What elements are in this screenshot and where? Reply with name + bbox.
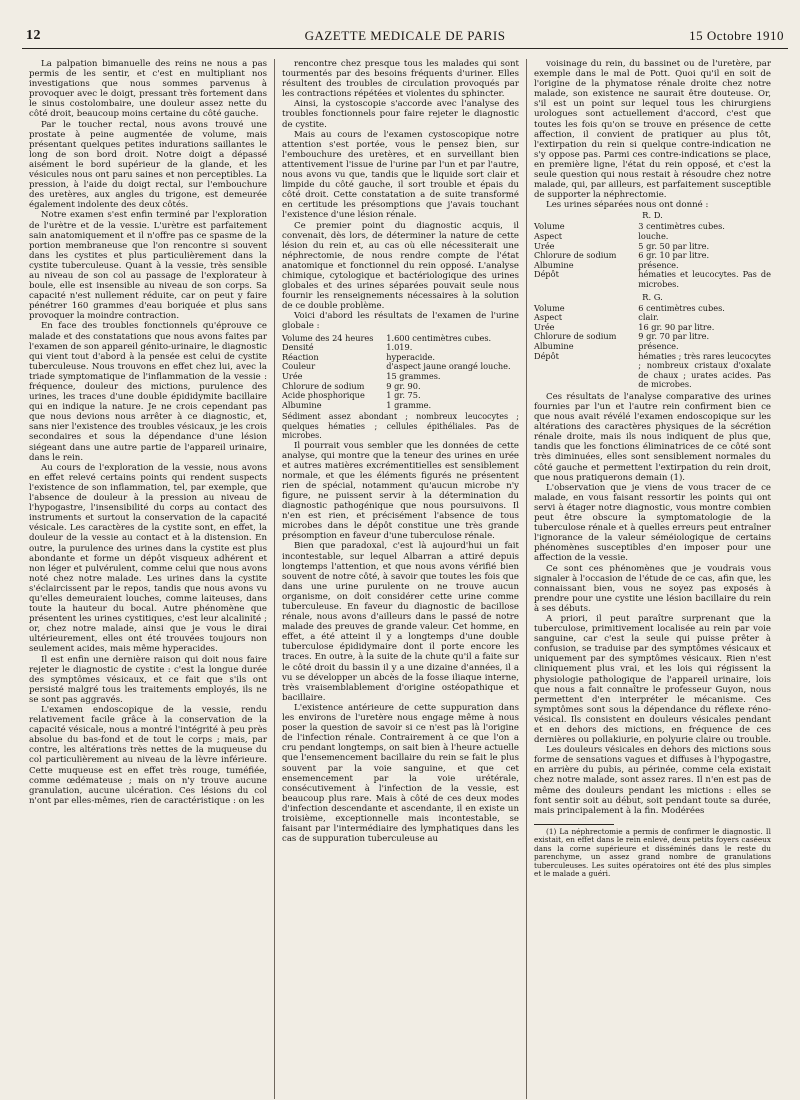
paragraph: L'examen endoscopique de la vessie, rendu relativement facile grâce à la conservation de la capacité vésicale, nous a montré l'intégrité à peu près absolue du bas-fond et de tout le corps ; mais, par contre, les altérations très nettes de la muqueuse du col particulièrement au niveau de la lèvre inférieure. Cette muqueuse est en effet très rouge, tuméfiée, comme œdémateuse ; mais on n'y trouve aucune granulation, aucune ulcération. Ces lésions du col n'ont par elles-mêmes, rien de caractéristique : on les: [29, 705, 267, 806]
paragraph: Au cours de l'exploration de la vessie, nous avons en effet relevé certains points qui rendent suspects l'existence de son inflammation, tel, par exemple, que l'absence de douleur à la pression au niveau de l'hypogastre, l'insensibilité du corps au contact des instruments et surtout la conservation de la capacité vésicale. Les caractères de la cystite sont, en effet, la douleur de la vessie au contact et à la distension. En outre, la purulence des urines dans la cystite est plus abondante et forme un dépôt visqueux adhérent et non léger et pulvérulent, comme celui que nous avons noté chez notre malade. Les urines dans la cystite s'éclaircissent par le repos, tandis que nous avons vu qu'elles demeuraient louches, comme laiteuses, dans toute la hauteur du bocal. Autre phénomène que présentent les urines cystitiques, c'est leur alcalinité ; or, chez notre malade, ainsi que je vous le dirai ultérieurement, elles ont été trouvées toujours non seulement acides, mais même hyperacides.: [29, 462, 267, 655]
table-row: [534, 352, 771, 390]
footnote: (1) La néphrectomie a permis de confirmer le diagnostic. Il existait, en effet dans le rein enlevé, deux petits foyers caséeux dans la corne supérieure et disséminés dans le reste du parenchyme, un assez grand nombre de granulations tuberculeuses. Les suites opératoires ont été des plus simples et le malade a guéri.: [534, 826, 771, 879]
paragraph: Il est enfin une dernière raison qui doit nous faire rejeter le diagnostic de cystite : c'est la longue durée des symptômes vésicaux, et ce fait que s'ils ont persisté malgré tous les traitements employés, ils ne se sont pas aggravés.: [29, 654, 267, 705]
paragraph: Ce premier point du diagnostic acquis, il convenait, dès lors, de déterminer la nature de cette lésion du rein et, au cas où elle nécessiterait une néphrectomie, de nous rendre compte de l'état anatomique et fonctionnel du rein opposé. L'analyse chimique, cytologique et bactériologique des urines globales et des urines séparées pouvait seule nous fournir les renseignements nécessaires à la solution de ce double problème.: [282, 220, 519, 312]
page-number: 12: [26, 28, 41, 43]
column-middle: [274, 59, 526, 1099]
urine-rein-droit-table: [534, 222, 771, 289]
row-label: Chlorure de sodium: [534, 250, 617, 261]
row-value: louche.: [638, 231, 669, 241]
paragraph: Voici d'abord les résultats de l'examen de l'urine globale :: [282, 311, 519, 332]
page-header: [22, 26, 788, 49]
row-label: Volume: [534, 302, 565, 313]
row-value: 5 gr. 50 par litre.: [638, 240, 710, 251]
paragraph: Mais au cours de l'examen cystoscopique notre attention s'est portée, vous le pensez bien, sur l'embouchure des uretères, et en surveillant bien attentivement l'issue de l'urine par l'un et par l'autre, nous avons vu que, tandis que le liquide sort clair et limpide du côté gauche, il sort trouble et épais du côté droit. Cette constatation a de suite transformé en certitude les présomptions que j'avais touchant l'existence d'une lésion rénale.: [282, 129, 519, 221]
row-value: 3 centimètres cubes.: [638, 221, 725, 232]
row-label: Volume: [534, 221, 565, 232]
row-value: 16 gr. 90 par litre.: [638, 321, 715, 332]
row-value: 9 gr. 90.: [386, 380, 421, 391]
paragraph: A priori, il peut paraître surprenant que la tuberculose, primitivement localisée au rein par voie sanguine, car c'est la seule qui puisse prêter à confusion, se traduise par des symptômes vésicaux et uniquement par des symptômes vésicaux. Rien n'est cliniquement plus vrai, et les lois qui régissent la physiologie pathologique de l'appareil urinaire, lois que nous a fait connaître le professeur Guyon, nous permettent d'en interpréter le mécanisme. Ces symptômes sont sous la dépendance du réflexe réno-vésical. Ils consistent en douleurs vésicales pendant et en dehors des mictions, en fréquence de ces dernières ou pollakiurie, en polyurie claire ou trouble.: [534, 613, 772, 746]
row-label: Albumine: [534, 259, 574, 270]
row-value: présence.: [638, 259, 679, 270]
paragraph: Ces résultats de l'analyse comparative des urines fournies par l'un et l'autre rein confirment bien ce que nous avait révélé l'examen endoscopique sur les altérations des caractères physiques de la sécrétion rénale droite, mais ils nous indiquent de plus que, tandis que les fonctions éliminatrices de ce côté sont très diminuées, elles sont sensiblement normales du côté gauche et permettent l'extirpation du rein droit, que nous pratiquerons demain (1).: [534, 391, 771, 483]
row-label: Densité: [282, 342, 314, 353]
paragraph: Ainsi, la cystoscopie s'accorde avec l'analyse des troubles fonctionnels pour faire rejeter le diagnostic de cystite.: [282, 99, 519, 130]
sediment-note: Sédiment assez abondant ; nombreux leucocytes ; quelques hématies ; cellules épithéliales. Pas de microbes.: [282, 412, 519, 441]
paragraph: Les urines séparées nous ont donné :: [546, 200, 709, 211]
paragraph: En face des troubles fonctionnels qu'éprouve ce malade et des constatations que nous avons faites par l'examen de son appareil génito-urinaire, le diagnostic qui vient tout d'abord à la pensée est celui de cystite tuberculeuse. Nous trouvons en effet chez lui, avec la triade symptomatique de l'inflammation de la vessie : fréquence, douleur des mictions, purulence des urines, les traces d'une double épididymite bacillaire qui en indique la nature. Je ne crois cependant pas que nous devions nous arrêter à ce diagnostic, et, sans nier l'existence des troubles vésicaux, je les crois secondaires et sous la dépendance d'une lésion siégeant dans une autre partie de l'appareil urinaire, dans le rein.: [29, 321, 267, 463]
row-label: Volume des 24 heures: [282, 332, 374, 343]
column-middle-text-a: [282, 59, 519, 332]
row-label: Urée: [534, 321, 555, 332]
text-columns: [22, 59, 788, 1099]
row-value: 1 gramme.: [386, 399, 432, 410]
footnote-rule: [534, 824, 614, 825]
table-row: [282, 401, 519, 411]
row-value: 9 gr. 70 par litre.: [638, 331, 710, 342]
paragraph: rencontre chez presque tous les malades qui sont tourmentés par des besoins fréquents d'uriner. Elles résultent des troubles de circulation provoqués par les contractions répétées et violentes du sphincter.: [282, 59, 519, 100]
paragraph: L'existence antérieure de cette suppuration dans les environs de l'uretère nous engage même à nous poser la question de savoir si ce n'est pas là l'origine de l'infection rénale. Contrairement à ce que l'on a cru pendant longtemps, on sait bien à l'heure actuelle que l'ensemencement bacillaire du rein se fait le plus souvent par la voie sanguine, et que cet ensemencement par la voie urétérale, consécutivement à l'infection de la vessie, est beaucoup plus rare. Mais à côté de ces deux modes d'infection descendante et ascendante, il en existe un troisième, exceptionnelle mais incontestable, se faisant par l'intermédiaire des lymphatiques dans les cas de suppuration tuberculeuse au: [282, 702, 519, 845]
row-value: hématies ; très rares leucocytes ; nombreux cristaux d'oxalate de chaux ; urates acides. Pas de microbes.: [638, 350, 771, 390]
paragraph: La palpation bimanuelle des reins ne nous a pas permis de les sentir, et c'est en multipliant nos investigations que nous sommes parvenus à provoquer avec le doigt, pressant très fortement dans le sinus costolombaire, une douleur assez nette du côté droit, beaucoup moins certaine du côté gauche.: [29, 59, 267, 120]
paragraph: Il pourrait vous sembler que les données de cette analyse, qui montre que la teneur des urines en urée et autres matières excrémentitielles est sensiblement normale, et que les éléments figurés ne présentent rien de spécial, notamment qu'aucun microbe n'y figure, ne puissent servir à la détermination du diagnostic pathogénique que nous poursuivons. Il n'en est rien, et précisément l'absence de tous microbes dans le dépôt constitue une très grande présomption en faveur d'une tuberculose rénale.: [282, 440, 519, 542]
column-right: [526, 59, 778, 1099]
paragraph: voisinage du rein, du bassinet ou de l'uretère, par exemple dans le mal de Pott. Quoi qu'il en soit de l'origine de la phymatose rénale droite chez notre malade, son existence ne saurait être douteuse. Or, s'il est un point sur lequel tous les chirurgiens urologues sont actuellement d'accord, c'est que toutes les fois qu'on se trouve en présence de cette affection, il convient de pratiquer au plus tôt, l'extirpation du rein si quelque contre-indication ne s'y oppose pas. Parmi ces contre-indications se place, en première ligne, l'état du rein opposé, et c'est la seule question qui nous restait à résoudre chez notre malade, qui, par ailleurs, est parfaitement susceptible de supporter la néphrectomie.: [534, 59, 771, 201]
row-value: présence.: [638, 340, 679, 351]
paragraph: Les douleurs vésicales en dehors des mictions sous forme de sensations vagues et diffuses à l'hypogastre, en arrière du pubis, au périnée, comme cela existait chez notre malade, sont assez rares. Il n'en est pas de même des douleurs pendant les mictions : elles se font sentir soit au début, soit pendant toute sa durée, mais principalement à la fin. Modérées: [534, 745, 771, 816]
paragraph: L'observation que je viens de vous tracer de ce malade, en vous faisant ressortir les points qui ont servi à étager notre diagnostic, vous montre combien peut être obscure la symptomatologie de la tuberculose rénale et à quelles erreurs peut entraîner l'ignorance de la valeur séméiologique de certains phénomènes susceptibles d'en imposer pour une affection de la vessie.: [534, 482, 771, 564]
row-label: Albumine: [282, 399, 322, 410]
row-label: Couleur: [282, 361, 316, 372]
column-right-text-a: [534, 59, 771, 210]
row-value: hématies et leucocytes. Pas de microbes.: [638, 269, 771, 289]
paragraph: Bien que paradoxal, c'est là aujourd'hui un fait incontestable, sur lequel Albarran a attiré depuis longtemps l'attention, et que nous avons vérifié bien souvent de notre côté, à savoir que toutes les fois que dans une urine purulente on ne trouve aucun organisme, on doit considérer cette urine comme tuberculeuse. En faveur du diagnostic de bacillose rénale, nous avons d'ailleurs dans le passé de notre malade des preuves de grande valeur. Cet homme, en effet, a été atteint il y a longtemps d'une double tuberculose épididymaire dont il porte encore les traces. En outre, à la suite de la chute qu'il a faite sur le côté droit du bassin il y a une dizaine d'années, il a vu se développer un abcès de la fosse iliaque interne, très vraisemblablement d'origine ostéopathique et bacillaire.: [282, 541, 519, 703]
row-label: Aspect: [534, 312, 563, 323]
issue-date: 15 Octobre 1910: [689, 28, 784, 43]
row-label: Acide phosphorique: [282, 390, 365, 401]
row-label: Albumine: [534, 340, 574, 351]
rein-gauche-label: R. G.: [642, 291, 663, 302]
rein-droit-label: R. D.: [642, 210, 663, 221]
column-right-text-b: [534, 392, 771, 816]
row-value: 1 gr. 75.: [386, 390, 421, 401]
paragraph: Ce sont ces phénomènes que je voudrais vous signaler à l'occasion de l'étude de ce cas, afin que, les connaissant bien, vous ne soyez pas exposés à prendre pour une cystite une lésion bacillaire du rein à ses débuts.: [534, 563, 771, 614]
row-value: 1.019.: [386, 342, 413, 353]
row-label: Chlorure de sodium: [282, 380, 365, 391]
column-middle-text-b: [282, 441, 519, 845]
column-left: [22, 59, 274, 1099]
row-label: Dépôt: [534, 350, 559, 361]
row-value: hyperacide.: [386, 351, 435, 362]
urine-rein-gauche-table: [534, 304, 771, 390]
row-value: 15 grammes.: [386, 370, 441, 381]
row-value: 6 centimètres cubes.: [638, 302, 725, 313]
row-label: Chlorure de sodium: [534, 331, 617, 342]
row-value: 1.600 centimètres cubes.: [386, 332, 492, 343]
row-label: Dépôt: [534, 269, 559, 280]
row-label: Urée: [282, 370, 303, 381]
row-label: Urée: [534, 240, 555, 251]
row-label: Réaction: [282, 351, 319, 362]
journal-title: GAZETTE MEDICALE DE PARIS: [304, 28, 506, 43]
paragraph: Par le toucher rectal, nous avons trouvé une prostate à peine augmentée de volume, mais présentant quelques petites indurations saillantes le long de son bord droit. Notre doigt a dépassé aisément le bord supérieur de la glande, et les vésicules nous ont paru saines et non perceptibles. La pression, à l'aide du doigt rectal, sur l'embouchure des uretères, aux angles du trigone, est demeurée également indolente des deux côtés.: [29, 119, 267, 211]
row-label: Aspect: [534, 231, 563, 241]
row-value: 6 gr. 10 par litre.: [638, 250, 710, 261]
paragraph: Notre examen s'est enfin terminé par l'exploration de l'urètre et de la vessie. L'urètre est parfaitement sain anatomiquement et il n'offre pas ce spasme de la portion membraneuse que l'on rencontre si souvent dans les cystites et plus particulièrement dans la cystite tuberculeuse. Quant à la vessie, très sensible au niveau de son col au passage de l'explorateur à boule, elle est insensible au niveau de son corps. Sa capacité n'est nullement réduite, car on peut y faire pénétrer 160 grammes d'eau boriquée et plus sans provoquer la moindre contraction.: [29, 210, 267, 322]
row-value: clair.: [638, 312, 659, 323]
urine-globale-table: [282, 334, 519, 411]
table-row: [534, 270, 771, 289]
row-value: d'aspect jaune orangé louche.: [386, 361, 511, 372]
